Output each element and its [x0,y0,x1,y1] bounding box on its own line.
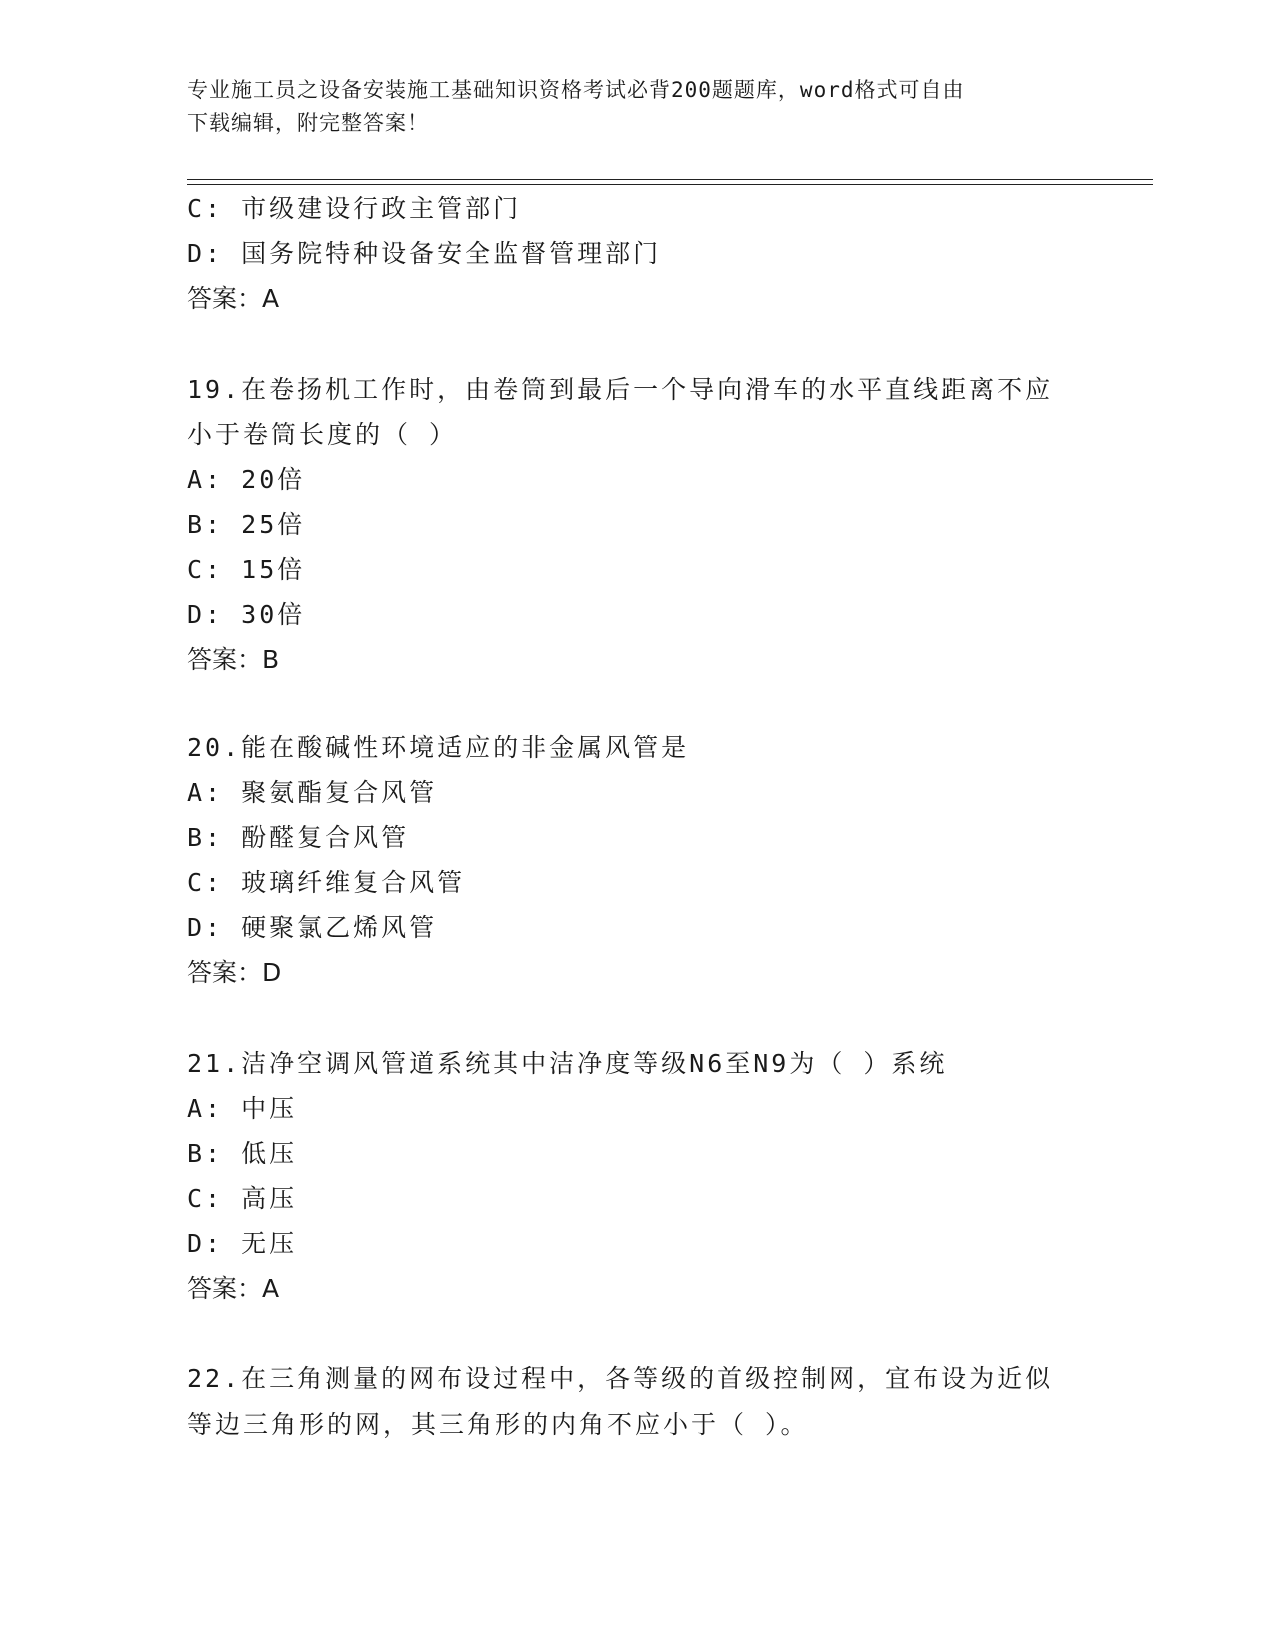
q19-option-c: C: 15倍 [187,555,306,584]
q21-stem-line-1: 21.洁净空调风管道系统其中洁净度等级N6至N9为（ ）系统 [187,1049,948,1078]
q19-stem-line-1: 19.在卷扬机工作时，由卷筒到最后一个导向滑车的水平直线距离不应 [187,375,1054,404]
q22-stem-line-2: 等边三角形的网，其三角形的内角不应小于（ ）。 [187,1410,809,1439]
q19-stem-line-2: 小于卷筒长度的（ ） [187,420,458,449]
document-header [187,74,1067,140]
q19-option-a: A: 20倍 [187,465,306,494]
header-line-2: 下载编辑，附完整答案！ [187,111,429,135]
q19-option-b: B: 25倍 [187,510,306,539]
q20-stem-line-1: 20.能在酸碱性环境适应的非金属风管是 [187,733,690,762]
q19-option-d: D: 30倍 [187,600,306,629]
q19-answer: 答案：B [187,645,280,674]
q20-option-a: A: 聚氨酯复合风管 [187,778,438,807]
header-divider-top [187,179,1153,180]
header-line-1: 专业施工员之设备安装施工基础知识资格考试必背200题题库，word格式可自由 [187,78,965,102]
q18-answer: 答案：A [187,284,280,313]
q18-option-d: D: 国务院特种设备安全监督管理部门 [187,239,662,268]
q21-option-b: B: 低压 [187,1139,298,1168]
q21-option-a: A: 中压 [187,1094,298,1123]
q20-answer: 答案：D [187,958,282,987]
q21-answer: 答案：A [187,1274,280,1303]
q21-option-c: C: 高压 [187,1184,298,1213]
q20-option-b: B: 酚醛复合风管 [187,823,410,852]
q22-stem-line-1: 22.在三角测量的网布设过程中，各等级的首级控制网，宜布设为近似 [187,1364,1054,1393]
header-divider-bottom [187,184,1153,185]
q21-option-d: D: 无压 [187,1229,298,1258]
q20-option-c: C: 玻璃纤维复合风管 [187,868,466,897]
q18-option-c: C: 市级建设行政主管部门 [187,194,522,223]
q20-option-d: D: 硬聚氯乙烯风管 [187,913,438,942]
